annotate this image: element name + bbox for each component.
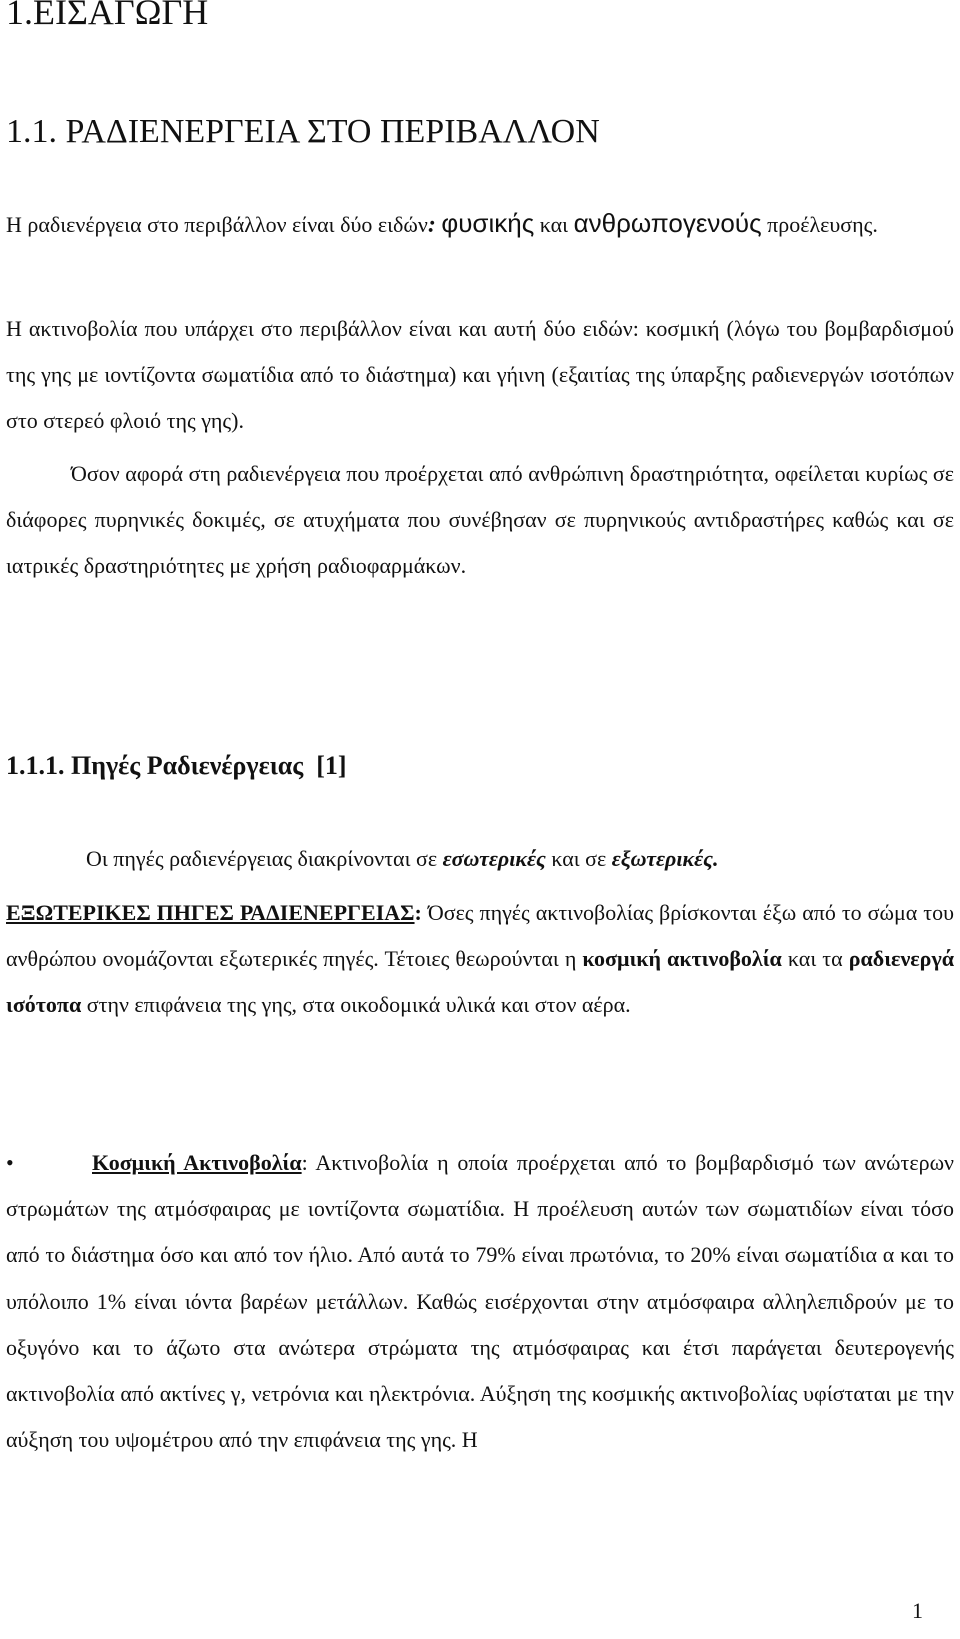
bullet-colon: : bbox=[301, 1150, 308, 1175]
intro-text-b: προέλευσης. bbox=[767, 212, 878, 237]
intro-paragraph bbox=[6, 200, 954, 248]
external-text-c: στην επιφάνεια της γης, στα οικοδομικά υλικά και στον αέρα. bbox=[81, 992, 631, 1017]
cosmic-paragraph: Η ακτινοβολία που υπάρχει στο περιβάλλον είναι και αυτή δύο ειδών: κοσμική (λόγω του βομβαρδισμού της γης με ιοντίζοντα σωματίδια από το διάστημα) και γήινη (εξαιτίας της ύπαρξης ραδιενεργών ισοτόπων στο στερεό φλοιό της γης). bbox=[6, 316, 954, 433]
external-sources-colon: : bbox=[414, 900, 422, 925]
sources-external: εξωτερικές. bbox=[611, 846, 719, 871]
radioactive-isotopes-term: ραδιενεργά ισότοπα bbox=[6, 946, 955, 1017]
bullet-icon: • bbox=[6, 1150, 14, 1175]
sources-line bbox=[86, 839, 718, 879]
intro-and: και bbox=[539, 212, 569, 237]
bullet-label: Κοσμική Ακτινοβολία bbox=[92, 1150, 302, 1175]
bullet-text: Ακτινοβολία η οποία προέρχεται από το βομβαρδισμό των ανώτερων στρωμάτων της ατμόσφαιρας με ιοντίζοντα σωματίδια. Η προέλευση αυτών των σωματιδίων είναι τόσο από το διάστημα όσο και από τον ήλιο. Από αυτά το 79% είναι πρωτόνια, το 20% είναι σωματίδια α και το υπόλοιπο 1% είναι ιόντα βαρέων μετάλλων. Καθώς εισέρχονται στην ατμόσφαιρα αλληλεπιδρούν με το οξυγόνο και το άζωτο στα ανώτερα στρώματα της ατμόσφαιρας και έτσι παράγεται δευτερογενής ακτινοβολία από ακτίνες γ, νετρόνια και ηλεκτρόνια. Αύξηση της κοσμικής ακτινοβολίας υφίσταται με την αύξηση του υψομέτρου από την επιφάνεια της γης. Η bbox=[6, 1150, 954, 1453]
page-number: 1 bbox=[912, 1598, 923, 1623]
intro-text-a: Η ραδιενέργεια στο περιβάλλον είναι δύο ειδών bbox=[6, 212, 428, 237]
sources-prefix: Οι πηγές ραδιενέργειας διακρίνονται σε bbox=[86, 846, 443, 871]
cosmic-radiation-bullet bbox=[6, 1140, 954, 1463]
human-activity-paragraph: Όσον αφορά στη ραδιενέργεια που προέρχεται από ανθρώπινη δραστηριότητα, οφείλεται κυρίως σε διάφορες πυρηνικές δοκιμές, σε ατυχήματα που συνέβησαν σε πυρηνικούς αντιδραστήρες καθώς και σε ιατρικές δραστηριότητες με χρήση ραδιοφαρμάκων. bbox=[6, 461, 954, 578]
chapter-heading: 1.ΕΙΣΑΓΩΓΗ bbox=[6, 0, 209, 32]
external-sources-label: ΕΞΩΤΕΡΙΚΕΣ ΠΗΓΕΣ ΡΑΔΙΕΝΕΡΓΕΙΑΣ bbox=[6, 900, 415, 925]
sources-internal: εσωτερικές bbox=[442, 846, 546, 871]
section-heading: 1.1. ΡΑΔΙΕΝΕΡΓΕΙΑ ΣΤΟ ΠΕΡΙΒΑΛΛΟΝ bbox=[6, 113, 600, 150]
intro-natural: φυσικής bbox=[441, 208, 535, 238]
cosmic-radiation-term: κοσμική ακτινοβολία bbox=[582, 946, 782, 971]
external-sources-paragraph bbox=[6, 890, 954, 1028]
external-text-b: και τα bbox=[781, 946, 849, 971]
subsection-heading: 1.1.1. Πηγές Ραδιενέργειας [1] bbox=[6, 751, 347, 780]
sources-middle: και σε bbox=[545, 846, 612, 871]
intro-anthropogenic: ανθρωπογενούς bbox=[573, 208, 762, 238]
intro-colon: : bbox=[427, 212, 436, 238]
external-text-a: Όσες πηγές ακτινοβολίας βρίσκονται έξω από το σώμα του ανθρώπου ονομάζονται εξωτερικές πηγές. Τέτοιες θεωρούνται η bbox=[6, 900, 954, 971]
